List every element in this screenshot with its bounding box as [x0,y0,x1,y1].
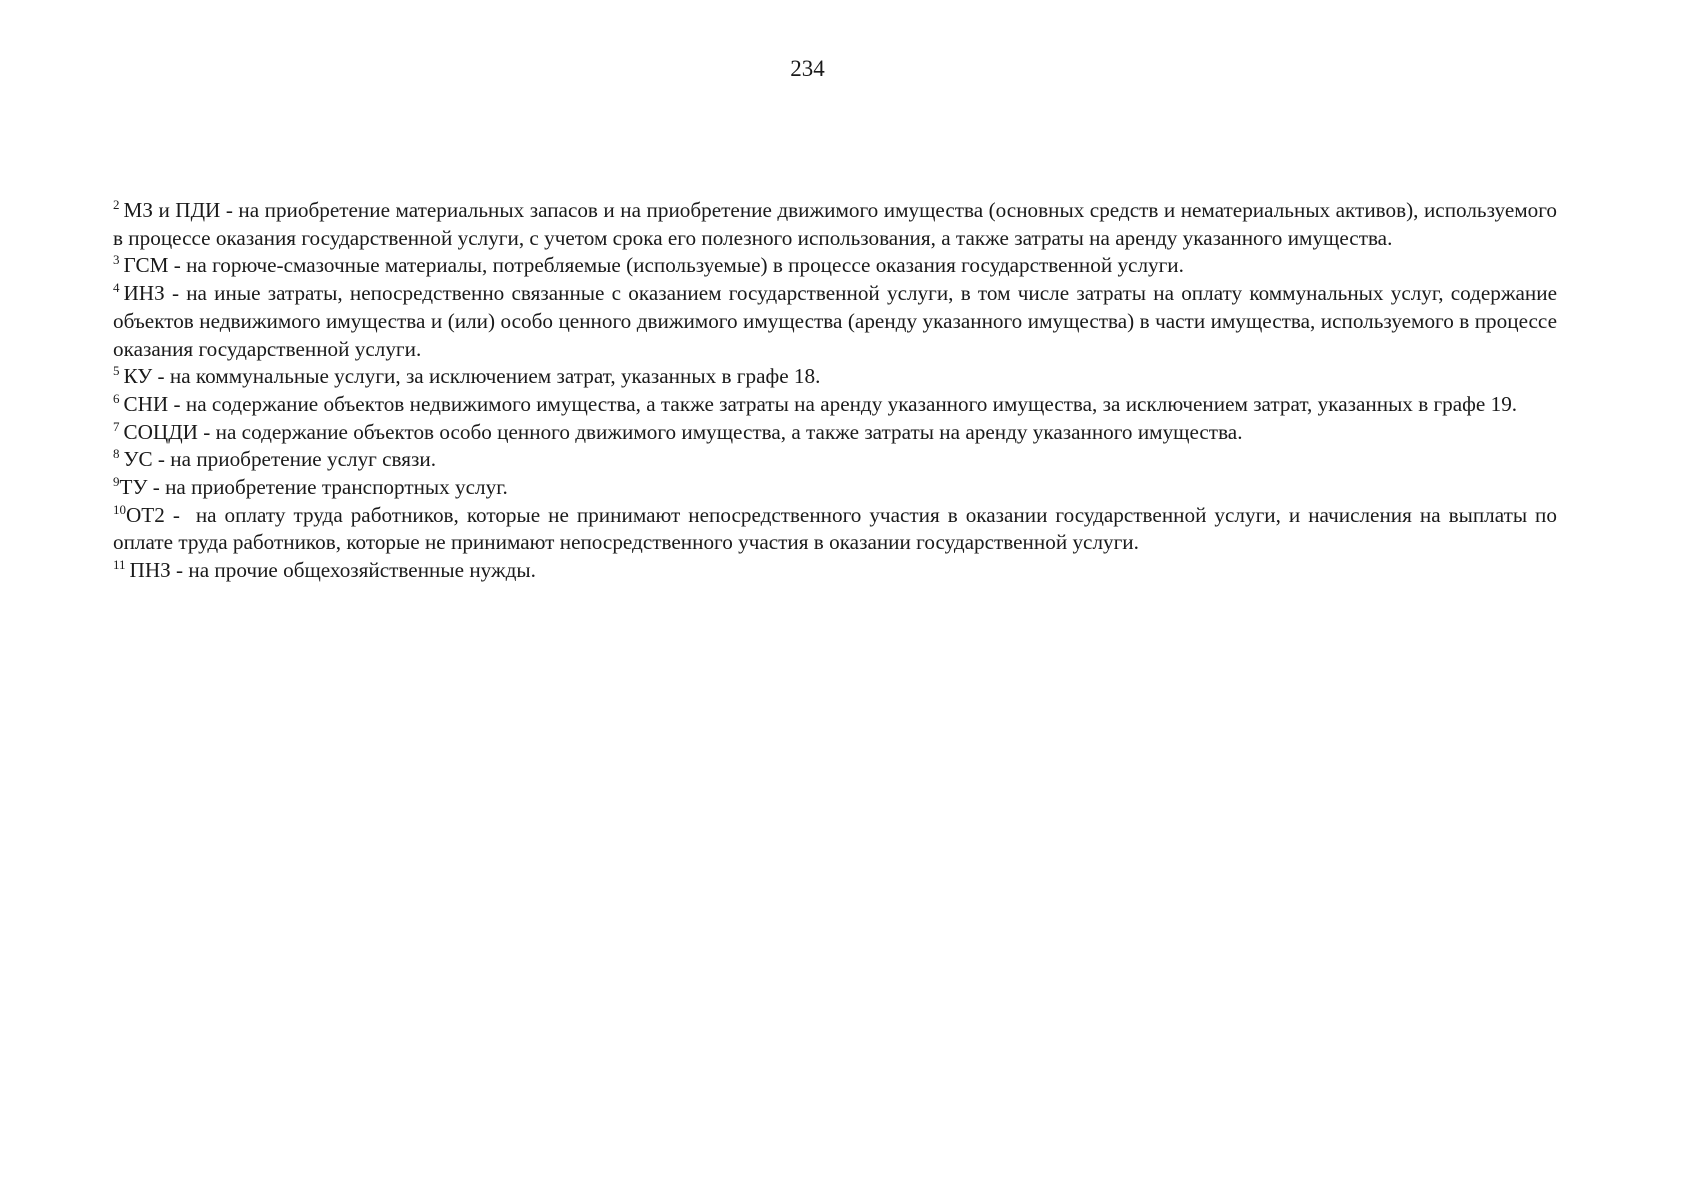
footnote-5 [113,363,1557,391]
footnote-text: МЗ и ПДИ - на приобретение материальных запасов и на приобретение движимого имущества (основных средств и нематериальных активов), используемого в процессе оказания государственной услуги, с учетом срока его полезного использования, а также затраты на аренду указанного имущества. [113,198,1557,250]
footnote-marker: 4 [113,280,120,296]
footnote-6 [113,391,1557,419]
footnote-marker: 7 [113,418,120,434]
footnote-9 [113,474,1557,502]
footnote-marker: 3 [113,252,120,268]
footnote-text: КУ - на коммунальные услуги, за исключением затрат, указанных в графе 18. [123,364,821,389]
footnote-marker: 9 [113,474,120,490]
footnote-marker: 6 [113,390,120,406]
footnote-3 [113,252,1557,280]
footnote-text: ТУ - на приобретение транспортных услуг. [119,475,508,500]
footnote-text: СОЦДИ - на содержание объектов особо ценного движимого имущества, а также затраты на аренду указанного имущества. [123,419,1243,444]
footnote-11 [113,557,1557,585]
footnote-text: СНИ - на содержание объектов недвижимого имущества, а также затраты на аренду указанного имущества, за исключением затрат, указанных в графе 19. [123,391,1518,416]
footnote-4 [113,280,1557,363]
footnote-text: УС - на приобретение услуг связи. [123,447,437,472]
footnotes [113,197,1563,585]
footnote-marker: 5 [113,363,120,379]
footnote-text: ИНЗ - на иные затраты, непосредственно связанные с оказанием государственной услуги, в том числе затраты на оплату коммунальных услуг, содержание объектов недвижимого имущества и (или) особо ценного движимого имущества (аренду указанного имущества) в части имущества, используемого в процессе оказания государственной услуги. [113,281,1557,361]
footnote-text: ПНЗ - на прочие общехозяйственные нужды. [129,558,536,583]
footnote-10 [113,501,1563,557]
footnote-text: ГСМ - на горюче-смазочные материалы, потребляемые (используемые) в процессе оказания государственной услуги. [123,253,1184,278]
footnote-8 [113,446,1557,474]
footnote-marker: 10 [113,501,126,517]
footnote-marker: 11 [113,557,126,573]
footnote-marker: 2 [113,197,120,212]
footnote-7 [113,419,1557,447]
footnote-2 [113,197,1557,252]
footnote-text: ОТ2 - на оплату труда работников, которые не принимают непосредственного участия в оказании государственной услуги, и начисления на выплаты по оплате труда работников, которые не принимают непосредственного участия в оказании государственной услуги. [113,502,1563,555]
page-number: 234 [790,56,825,81]
footnote-marker: 8 [113,446,120,462]
